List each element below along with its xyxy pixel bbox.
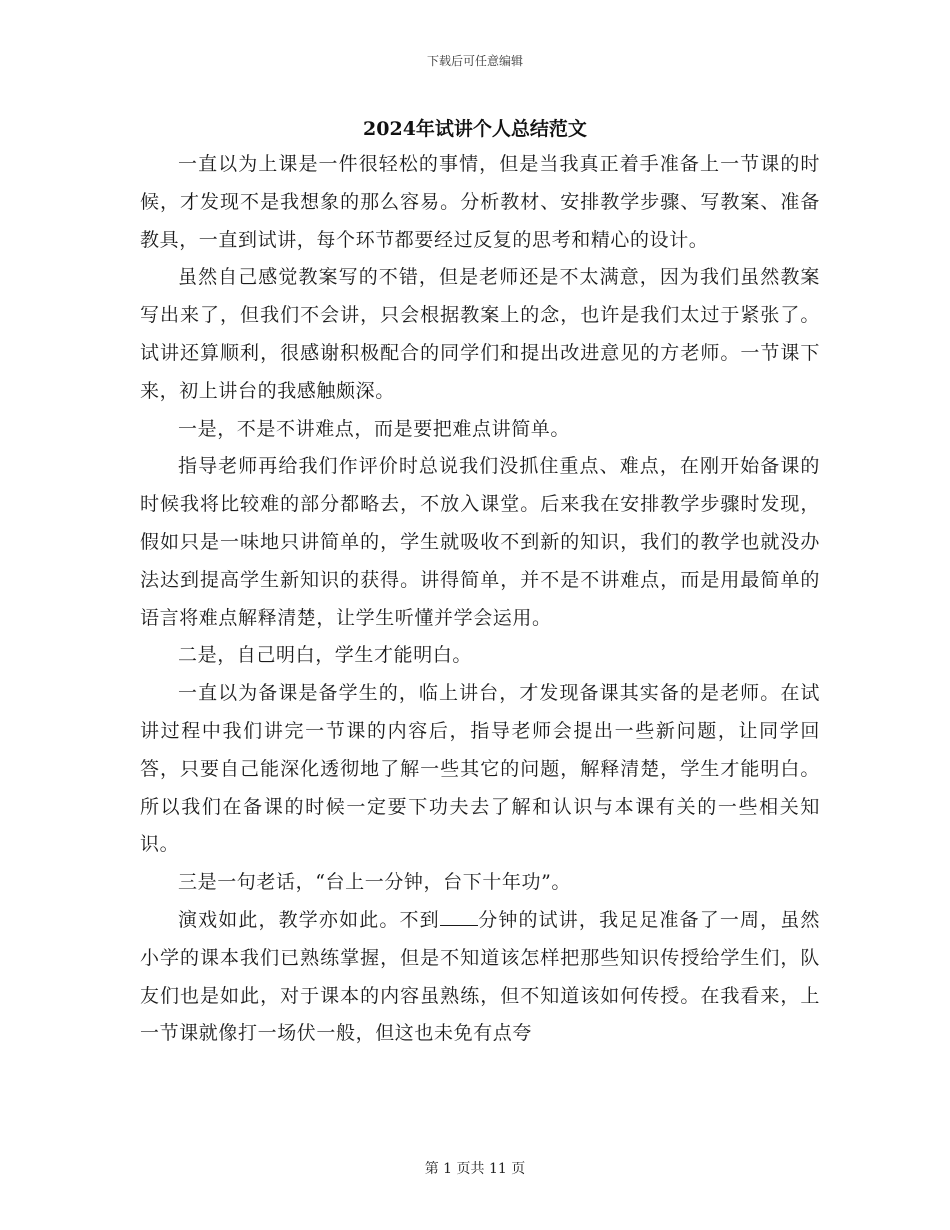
paragraph: 虽然自己感觉教案写的不错，但是老师还是不太满意，因为我们虽然教案写出来了，但我们不会讲，只会根据教案上的念，也许是我们太过于紧张了。试讲还算顺利，很感谢积极配合的同学们和提出改进意见的方老师。一节课下来，初上讲台的我感触颇深。 xyxy=(140,266,820,402)
paragraph-with-blank xyxy=(140,902,820,1053)
section-heading: 三是一句老话，“台上一分钟，台下十年功”。 xyxy=(178,871,572,894)
fill-in-blank xyxy=(440,909,478,926)
page-indicator: 第 1 页共 11 页 xyxy=(424,1161,526,1177)
paragraph-text-before-blank: 演戏如此，教学亦如此。不到 xyxy=(178,908,440,931)
paragraph-text-after-blank: 分钟的试讲，我足足准备了一周，虽然小学的课本我们已熟练掌握，但是不知道该怎样把那些知识传授给学生们，队友们也是如此，对于课本的内容虽熟练，但不知道该如何传授。在我看来，上一节课就像打一场伏一般，但这也未免有点夸 xyxy=(140,908,820,1045)
paragraph: 一直以为上课是一件很轻松的事情，但是当我真正着手准备上一节课的时候，才发现不是我想象的那么容易。分析教材、安排教学步骤、写教案、准备教具，一直到试讲，每个环节都要经过反复的思考和精心的设计。 xyxy=(140,153,820,251)
document-body xyxy=(140,146,820,1053)
header-note: 下载后可任意编辑 xyxy=(426,54,523,68)
section-heading: 二是，自己明白，学生才能明白。 xyxy=(178,644,473,667)
section-heading: 一是，不是不讲难点，而是要把难点讲简单。 xyxy=(178,417,571,440)
paragraph: 一直以为备课是备学生的，临上讲台，才发现备课其实备的是老师。在试讲过程中我们讲完一节课的内容后，指导老师会提出一些新问题，让同学回答，只要自己能深化透彻地了解一些其它的问题，解释清楚，学生才能明白。所以我们在备课的时候一定要下功夫去了解和认识与本课有关的一些相关知识。 xyxy=(140,682,820,856)
paragraph: 指导老师再给我们作评价时总说我们没抓住重点、难点，在刚开始备课的时候我将比较难的部分都略去，不放入课堂。后来我在安排教学步骤时发现，假如只是一味地只讲简单的，学生就吸收不到新的知识，我们的教学也就没办法达到提高学生新知识的获得。讲得简单，并不是不讲难点，而是用最简单的语言将难点解释清楚，让学生听懂并学会运用。 xyxy=(140,455,820,629)
document-title: 2024年试讲个人总结范文 xyxy=(363,118,587,140)
